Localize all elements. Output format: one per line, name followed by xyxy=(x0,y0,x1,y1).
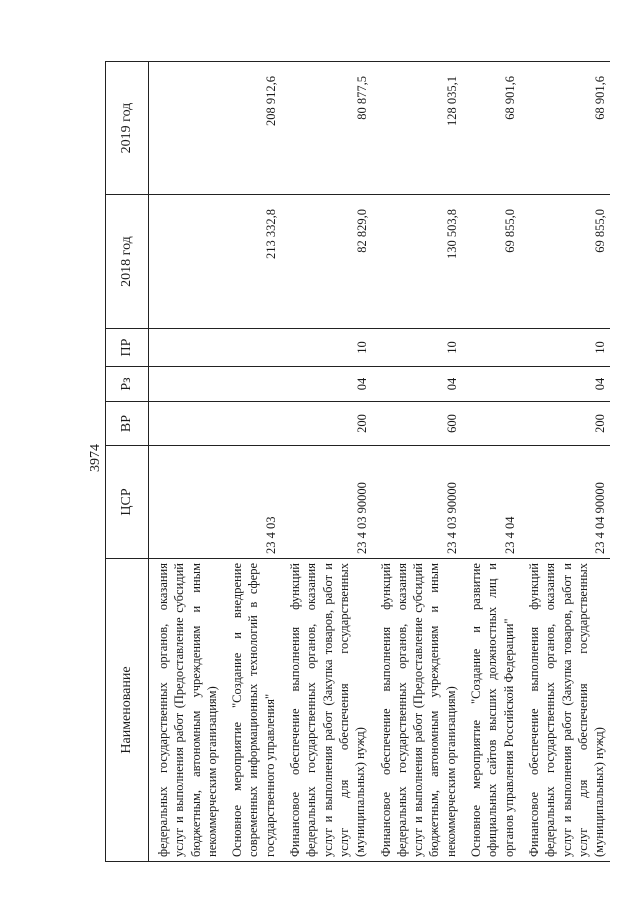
row-2018: 69 855,0 xyxy=(520,195,610,329)
row-pr: 10 xyxy=(372,329,462,367)
row-2018: 213 332,8 xyxy=(223,195,281,329)
col-header-csr: ЦСР xyxy=(106,446,149,559)
budget-table-container xyxy=(105,62,640,862)
table-row xyxy=(149,62,224,862)
row-rz xyxy=(223,367,281,402)
table-header-row xyxy=(106,62,149,862)
row-csr: 23 4 03 90000 xyxy=(372,446,462,559)
row-rz xyxy=(462,367,520,402)
row-pr xyxy=(223,329,281,367)
row-2019: 208 912,6 xyxy=(223,62,281,195)
row-2019: 128 035,1 xyxy=(372,62,462,195)
row-2019: 68 901,6 xyxy=(520,62,610,195)
table-row xyxy=(281,62,371,862)
table-row xyxy=(372,62,462,862)
row-2018: 69 855,0 xyxy=(462,195,520,329)
row-2019: 68 901,6 xyxy=(462,62,520,195)
row-2018 xyxy=(149,195,224,329)
budget-table xyxy=(105,61,610,862)
row-pr xyxy=(149,329,224,367)
col-header-2018: 2018 год xyxy=(106,195,149,329)
row-2018: 130 503,8 xyxy=(372,195,462,329)
row-vr: 200 xyxy=(281,402,371,446)
col-header-pr: ПР xyxy=(106,329,149,367)
row-vr: 200 xyxy=(520,402,610,446)
row-rz: 04 xyxy=(520,367,610,402)
col-header-vr: ВР xyxy=(106,402,149,446)
row-2018: 82 829,0 xyxy=(281,195,371,329)
table-row xyxy=(223,62,281,862)
col-header-2019: 2019 год xyxy=(106,62,149,195)
page-number: 3974 xyxy=(88,444,103,472)
row-2019 xyxy=(149,62,224,195)
row-rz xyxy=(149,367,224,402)
row-vr xyxy=(223,402,281,446)
row-csr: 23 4 03 xyxy=(223,446,281,559)
col-header-name: Наименование xyxy=(106,559,149,862)
row-csr: 23 4 04 xyxy=(462,446,520,559)
row-vr xyxy=(149,402,224,446)
row-name: Основное мероприятие "Создание и внедрение современных информационных технологий в сфере государственного управления" xyxy=(223,559,281,862)
row-pr: 10 xyxy=(520,329,610,367)
col-header-rz: Рз xyxy=(106,367,149,402)
row-rz: 04 xyxy=(372,367,462,402)
row-csr: 23 4 04 90000 xyxy=(520,446,610,559)
row-2019: 80 877,5 xyxy=(281,62,371,195)
row-name: Основное мероприятие "Создание и развитие официальных сайтов высших должностных лиц и органов управления Российской Федерации" xyxy=(462,559,520,862)
row-name: федеральных государственных органов, оказания услуг и выполнения работ (Предоставление субсидий бюджетным, автономным учреждениям и иным некоммерческим организациям) xyxy=(149,559,224,862)
row-name: Финансовое обеспечение выполнения функций федеральных государственных органов, оказания услуг и выполнения работ (Закупка товаров, работ и услуг для обеспечения государственных (муниципальных) нужд) xyxy=(520,559,610,862)
row-name: Финансовое обеспечение выполнения функций федеральных государственных органов, оказания услуг и выполнения работ (Закупка товаров, работ и услуг для обеспечения государственных (муниципальных) нужд) xyxy=(281,559,371,862)
row-vr xyxy=(462,402,520,446)
table-row xyxy=(462,62,520,862)
row-name: Финансовое обеспечение выполнения функций федеральных государственных органов, оказания услуг и выполнения работ (Предоставление субсидий бюджетным, автономным учреждениям и иным некоммерческим организациям) xyxy=(372,559,462,862)
row-vr: 600 xyxy=(372,402,462,446)
row-csr xyxy=(149,446,224,559)
row-csr: 23 4 03 90000 xyxy=(281,446,371,559)
row-rz: 04 xyxy=(281,367,371,402)
row-pr: 10 xyxy=(281,329,371,367)
table-row xyxy=(520,62,610,862)
row-pr xyxy=(462,329,520,367)
